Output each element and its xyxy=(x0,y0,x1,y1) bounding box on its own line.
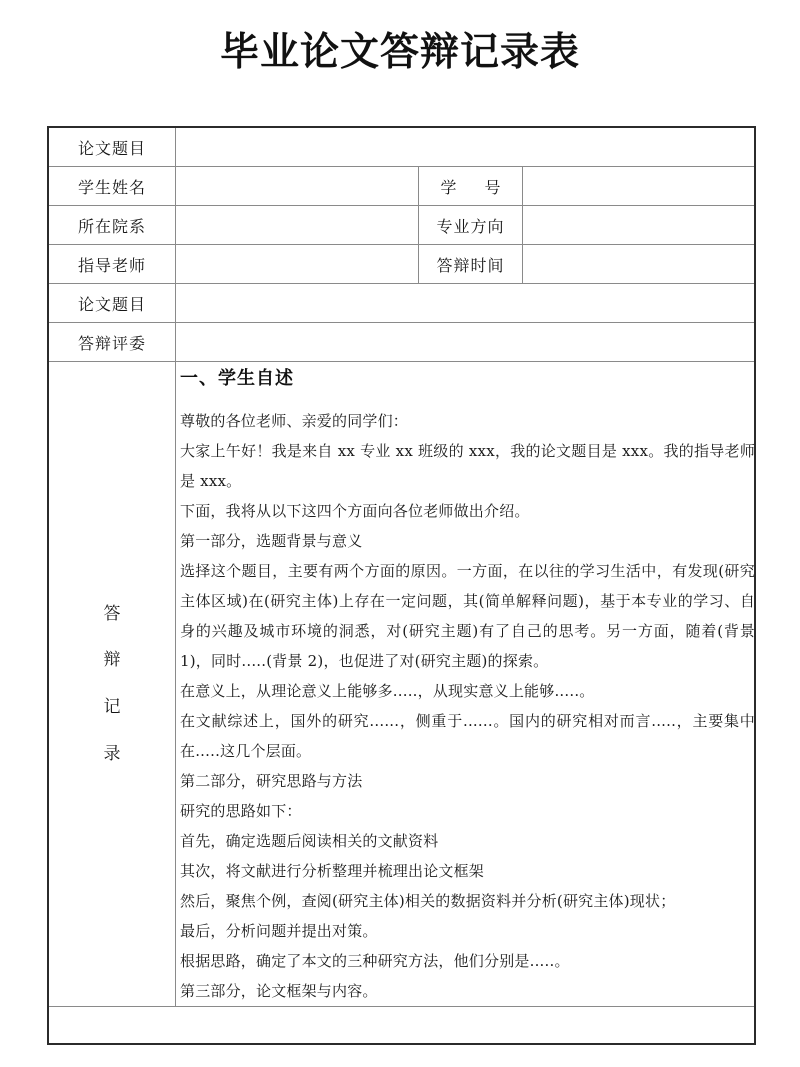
record-paragraph: 第一部分，选题背景与意义 xyxy=(180,532,363,550)
record-paragraph: 下面，我将从以下这四个方面向各位老师做出介绍。 xyxy=(180,502,530,520)
table-row xyxy=(49,245,756,284)
row-label-student-number xyxy=(419,167,523,206)
field-advisor[interactable] xyxy=(176,245,419,284)
field-thesis-title-2[interactable] xyxy=(176,284,756,323)
record-label-char-3: 记 xyxy=(103,697,121,717)
table-row xyxy=(49,323,756,362)
field-student-name[interactable] xyxy=(176,167,419,206)
record-paragraph: 第二部分，研究思路与方法 xyxy=(180,772,363,790)
record-paragraph: 大家上午好！我是来自 xx 专业 xx 班级的 xxx，我的论文题目是 xxx。我的指导老师是 xxx。 xyxy=(180,442,756,490)
table-row xyxy=(49,167,756,206)
record-paragraph: 其次，将文献进行分析整理并梳理出论文框架 xyxy=(180,862,485,880)
record-section-heading: 一、学生自述 xyxy=(180,368,294,389)
record-paragraph: 根据思路，确定了本文的三种研究方法，他们分别是.....。 xyxy=(180,952,570,970)
row-label-defense-committee: 答辩评委 xyxy=(49,323,176,362)
field-defense-committee[interactable] xyxy=(176,323,756,362)
table-row xyxy=(49,284,756,323)
record-paragraph: 最后，分析问题并提出对策。 xyxy=(180,922,378,940)
record-paragraph: 在意义上，从理论意义上能够多.....，从现实意义上能够.....。 xyxy=(180,682,595,700)
row-label-major-direction: 专业方向 xyxy=(419,206,523,245)
record-label-char-4: 录 xyxy=(103,743,121,764)
field-thesis-title-1[interactable] xyxy=(176,128,756,167)
row-label-student-name: 学生姓名 xyxy=(49,167,176,206)
page-title: 毕业论文答辩记录表 xyxy=(219,29,580,75)
table-row xyxy=(49,206,756,245)
table-row-record xyxy=(49,362,756,1007)
student-number-label-first: 学 xyxy=(440,177,457,197)
record-paragraph: 选择这个题目，主要有两个方面的原因。一方面，在以往的学习生活中，有发现(研究主体区域)在(研究主体)上存在一定问题，其(简单解释问题)，基于本专业的学习、自身的兴趣及城市环境的洞悉，对(研究主题)有了自己的思考。另一方面，随着(背景 1)，同时.....(背景 2)，也促进了对(研究主题)的探索。 xyxy=(180,562,756,670)
row-label-department: 所在院系 xyxy=(49,206,176,245)
record-paragraph: 在文献综述上，国外的研究......，侧重于......。国内的研究相对而言.....，主要集中在.....这几个层面。 xyxy=(180,712,756,760)
field-major-direction[interactable] xyxy=(523,206,756,245)
record-paragraph: 然后，聚焦个例，查阅(研究主体)相关的数据资料并分析(研究主体)现状； xyxy=(180,892,676,910)
record-label-char-1: 答 xyxy=(103,603,121,624)
record-label-char-2: 辩 xyxy=(103,650,121,671)
row-label-defense-time: 答辩时间 xyxy=(419,245,523,284)
table-row xyxy=(49,128,756,167)
row-label-thesis-title-1: 论文题目 xyxy=(49,128,176,167)
row-label-thesis-title-2: 论文题目 xyxy=(49,284,176,323)
field-student-number[interactable] xyxy=(523,167,756,206)
record-paragraph: 尊敬的各位老师、亲爱的同学们： xyxy=(180,412,409,430)
row-label-advisor: 指导老师 xyxy=(49,245,176,284)
row-label-defense-record xyxy=(49,362,176,1007)
student-number-label-second: 号 xyxy=(484,177,501,197)
field-defense-record-body[interactable] xyxy=(176,362,756,1007)
field-department[interactable] xyxy=(176,206,419,245)
field-defense-time[interactable] xyxy=(523,245,756,284)
record-paragraph: 第三部分，论文框架与内容。 xyxy=(180,982,378,1000)
record-paragraph: 研究的思路如下： xyxy=(180,802,302,820)
defense-record-table xyxy=(48,127,756,1007)
record-paragraph: 首先，确定选题后阅读相关的文献资料 xyxy=(180,832,439,850)
